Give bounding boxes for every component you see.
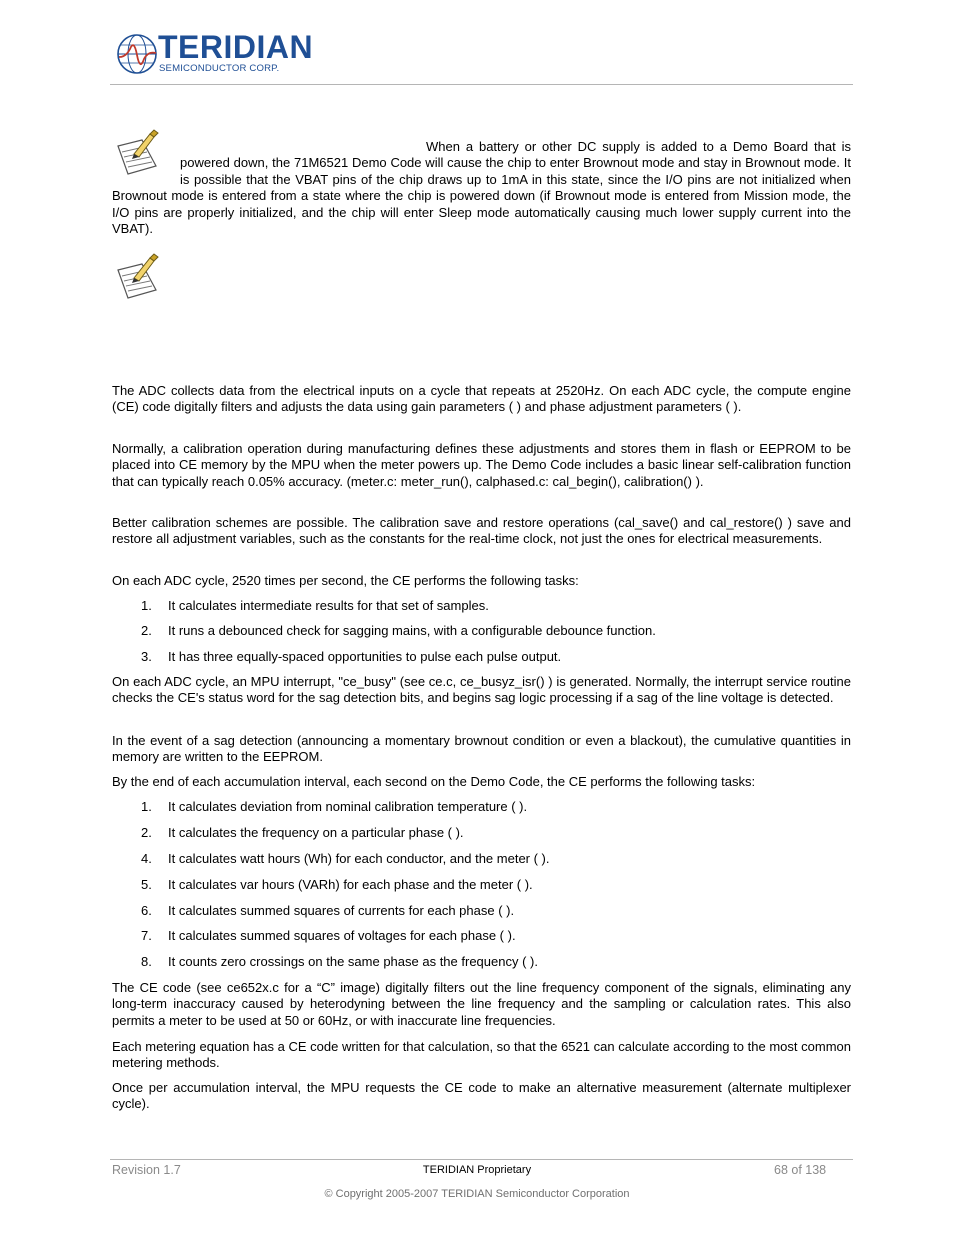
list-item: 1. It calculates intermediate results for that set of samples. xyxy=(141,598,489,613)
logo-subtitle: SEMICONDUCTOR CORP. xyxy=(159,63,280,74)
interrupt-paragraph: On each ADC cycle, an MPU interrupt, "ce_busy" (see ce.c, ce_busyz_isr() ) is generated. Normally, the interrupt service routine checks the CE's status word for the sag detection bits, and begins sag logic processing if a sag of the line voltage is detected. xyxy=(112,674,851,706)
accumulation-tasks-intro: By the end of each accumulation interval, each second on the Demo Code, the CE performs the following tasks: xyxy=(112,774,756,789)
globe-logo-icon xyxy=(116,33,158,75)
sag-detection-paragraph: In the event of a sag detection (announcing a momentary brownout condition or even a blackout), the cumulative quantities in memory are written to the EEPROM. xyxy=(112,733,851,765)
adc-tasks-intro: On each ADC cycle, 2520 times per second, the CE performs the following tasks: xyxy=(112,573,579,588)
metering-equation-paragraph: Each metering equation has a CE code written for that calculation, so that the 6521 can calculate according to the most common metering methods. xyxy=(112,1039,851,1071)
copyright-notice: © Copyright 2005-2007 TERIDIAN Semiconductor Corporation xyxy=(324,1188,630,1200)
adc-cycle-paragraph: The ADC collects data from the electrical inputs on a cycle that repeats at 2520Hz. On each ADC cycle, the compute engine (CE) code digitally filters and adjusts the data using gain parameters ( ) and phase adjustment parameters ( ). xyxy=(112,383,851,415)
footer-divider xyxy=(110,1159,853,1160)
brownout-note-text: When a battery or other DC supply is added to a Demo Board that is powered down, the 71M6521 Demo Code will cause the chip to enter Brownout mode and stay in Brownout mode. It is possible that the VBAT pins of the chip draws up to 1mA in this state, since the I/O pins are not initialized when Brownout mode is entered from a state where the chip is powered down (if Brownout mode is entered from Mission mode, the I/O pins are properly initialized, and the chip will enter Sleep mode automatically causing much lower supply current into the VBAT). xyxy=(112,139,851,237)
teridian-logo xyxy=(116,31,320,79)
list-item: 3. It has three equally-spaced opportunities to pulse each pulse output. xyxy=(141,649,562,664)
logo-wordmark: TERIDIAN xyxy=(158,29,314,65)
list-item: 2. It runs a debounced check for sagging mains, with a configurable debounce function. xyxy=(141,623,656,638)
note-pen-icon xyxy=(112,250,164,302)
accumulation-interval-paragraph: Once per accumulation interval, the MPU requests the CE code to make an alternative measurement (alternate multiplexer cycle). xyxy=(112,1080,851,1112)
proprietary-label: TERIDIAN Proprietary xyxy=(422,1164,532,1176)
list-item: 6. It calculates summed squares of currents for each phase ( ). xyxy=(141,903,515,918)
list-item: 2. It calculates the frequency on a particular phase ( ). xyxy=(141,825,464,840)
list-item: 4. It calculates watt hours (Wh) for each conductor, and the meter ( ). xyxy=(141,851,550,866)
calibration-schemes-paragraph: Better calibration schemes are possible. The calibration save and restore operations (cal_save() and cal_restore() ) save and restore all adjustment variables, such as the constants for the real-time clock, not just the ones for electrical measurements. xyxy=(112,515,851,547)
header-divider xyxy=(110,84,853,85)
revision-label: Revision 1.7 xyxy=(112,1163,181,1177)
calibration-paragraph: Normally, a calibration operation during manufacturing defines these adjustments and stores them in flash or EEPROM to be placed into CE memory by the MPU when the meter powers up. The Demo Code includes a basic linear self-calibration function that can typically reach 0.05% accuracy. (meter.c: meter_run(), calphased.c: cal_begin(), calibration() ). xyxy=(112,441,851,489)
list-item: 8. It counts zero crossings on the same phase as the frequency ( ). xyxy=(141,954,538,969)
list-item: 7. It calculates summed squares of voltages for each phase ( ). xyxy=(141,928,516,943)
list-item: 1. It calculates deviation from nominal calibration temperature ( ). xyxy=(141,799,528,814)
page-number: 68 of 138 xyxy=(774,1163,827,1177)
ce-code-paragraph: The CE code (see ce652x.c for a “C” image) digitally filters out the line frequency component of the signals, eliminating any long-term inaccuracy caused by heterodyning between the line frequency and the sampling or calculation rates. This also permits a meter to be used at 50 or 60Hz, or with inaccurate line frequencies. xyxy=(112,980,851,1028)
list-item: 5. It calculates var hours (VARh) for each phase and the meter ( ). xyxy=(141,877,533,892)
